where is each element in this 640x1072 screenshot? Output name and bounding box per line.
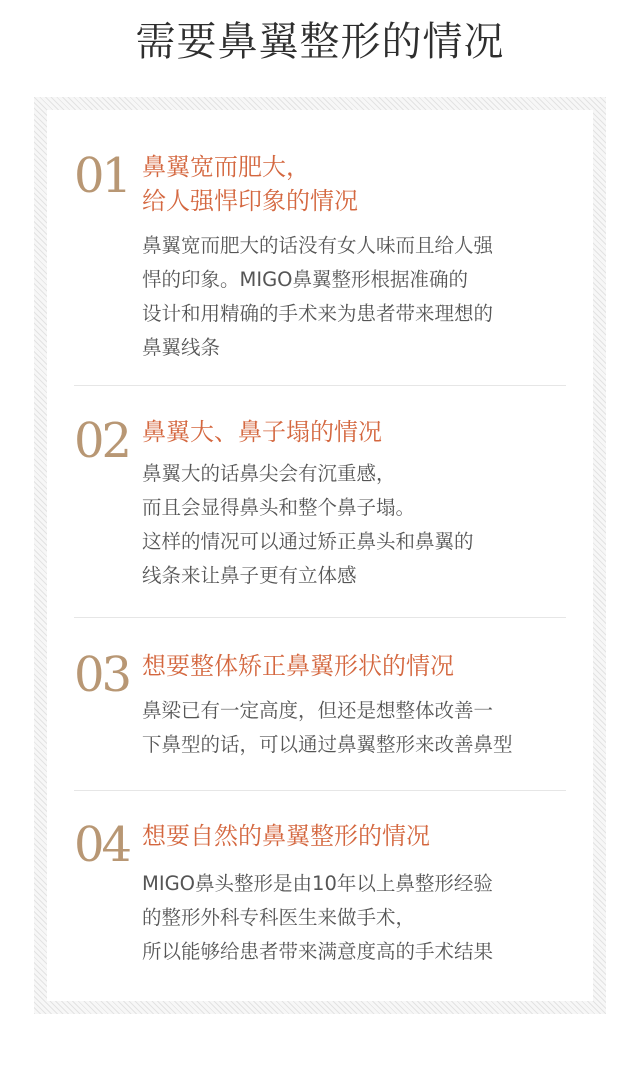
item-number: 04	[74, 817, 130, 873]
divider	[74, 790, 566, 791]
item-heading: 鼻翼宽而肥大， 给人强悍印象的情况	[142, 153, 358, 215]
item-number: 03	[74, 647, 130, 703]
divider	[74, 617, 566, 618]
item-description: 鼻翼大的话鼻尖会有沉重感， 而且会显得鼻头和整个鼻子塌。 这样的情况可以通过矫正鼻头和鼻翼的 线条来让鼻子更有立体感	[142, 462, 474, 587]
item-heading: 想要整体矫正鼻翼形状的情况	[142, 652, 454, 680]
item-number: 02	[74, 413, 130, 469]
item-heading: 鼻翼大、鼻子塌的情况	[142, 418, 382, 446]
item-description: 鼻梁已有一定高度，但还是想整体改善一 下鼻型的话，可以通过鼻翼整形来改善鼻型	[142, 699, 513, 756]
item-description: 鼻翼宽而肥大的话没有女人味而且给人强 悍的印象。MIGO鼻翼整形根据准确的 设计和用精确的手术来为患者带来理想的 鼻翼线条	[142, 234, 494, 359]
page-title: 需要鼻翼整形的情况	[135, 19, 505, 65]
item-heading: 想要自然的鼻翼整形的情况	[142, 822, 430, 850]
item-description: MIGO鼻头整形是由10年以上鼻整形经验 的整形外科专科医生来做手术， 所以能够给患者带来满意度高的手术结果	[142, 872, 494, 963]
item-number: 01	[74, 148, 130, 204]
divider	[74, 385, 566, 386]
